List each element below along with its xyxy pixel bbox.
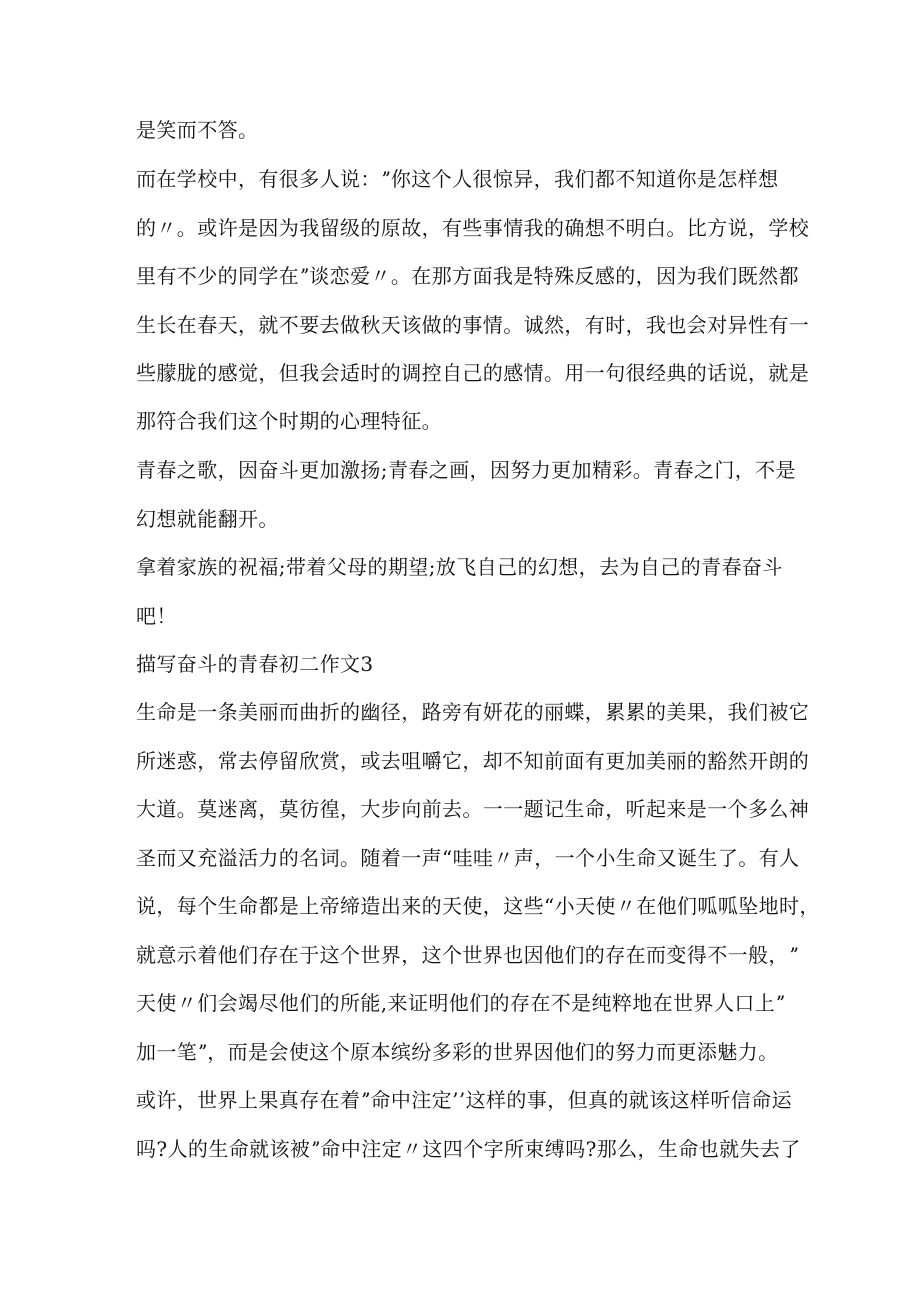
text-line: 吗?人的生命就该被ˮ命中注定〃这四个字所束缚吗?那么，生命也就失去了 [136, 1137, 801, 1161]
text-line: 天使〃们会竭尽他们的所能,来证明他们的存在不是纯粹地在世界人口上ˮ [136, 991, 786, 1015]
text-line: 或许，世界上果真存在着ˮ命中注定’’这样的事，但真的就该这样听信命运 [136, 1088, 792, 1112]
text-line: 圣而又充溢活力的名词。随着一声“哇哇〃声，一个小生命又诞生了。有人 [136, 846, 800, 870]
text-line: 的〃。或许是因为我留级的原故，有些事情我的确想不明白。比方说，学校 [136, 216, 810, 240]
text-line: 些朦胧的感觉，但我会适时的调控自己的感情。用一句很经典的话说，就是 [136, 361, 810, 385]
section-heading: 描写奋斗的青春初二作文3 [136, 652, 374, 676]
text-line: 而在学校中，有很多人说：ˮ你这个人很惊异，我们都不知道你是怎样想 [136, 167, 779, 191]
text-line: 拿着家族的祝福;带着父母的期望;放飞自己的幻想，去为自己的青春奋斗 [136, 555, 783, 579]
text-line: 说，每个生命都是上帝缔造出来的天使，这些“小天使〃在他们呱呱坠地时， [136, 894, 820, 918]
text-line: 里有不少的同学在ˮ谈恋爱〃。在那方面我是特殊反感的，因为我们既然都 [136, 264, 799, 288]
text-line: 生长在春天，就不要去做秋天该做的事情。诚然，有时，我也会对异性有一 [136, 313, 810, 337]
text-line: 就意示着他们存在于这个世界，这个世界也因他们的存在而变得不一般，ˮ [136, 943, 799, 967]
text-line: 大道。莫迷离，莫彷徨，大步向前去。一一题记生命，听起来是一个多么神 [136, 797, 810, 821]
text-line: 所迷惑，常去停留欣赏，或去咀嚼它，却不知前面有更加美丽的豁然开朗的 [136, 749, 810, 773]
text-line: 青春之歌，因奋斗更加激扬;青春之画，因努力更加精彩。青春之门，不是 [136, 458, 796, 482]
text-line: 吧！ [136, 604, 177, 628]
text-line: 是笑而不答。 [136, 118, 259, 142]
text-line: 加一笔ˮ，而是会使这个原本缤纷多彩的世界因他们的努力而更添魅力。 [136, 1040, 779, 1064]
text-line: 生命是一条美丽而曲折的幽径，路旁有妍花的丽蝶，累累的美果，我们被它 [136, 700, 810, 724]
text-line: 幻想就能翻开。 [136, 507, 279, 531]
text-line: 那符合我们这个时期的心理特征。 [136, 409, 442, 433]
